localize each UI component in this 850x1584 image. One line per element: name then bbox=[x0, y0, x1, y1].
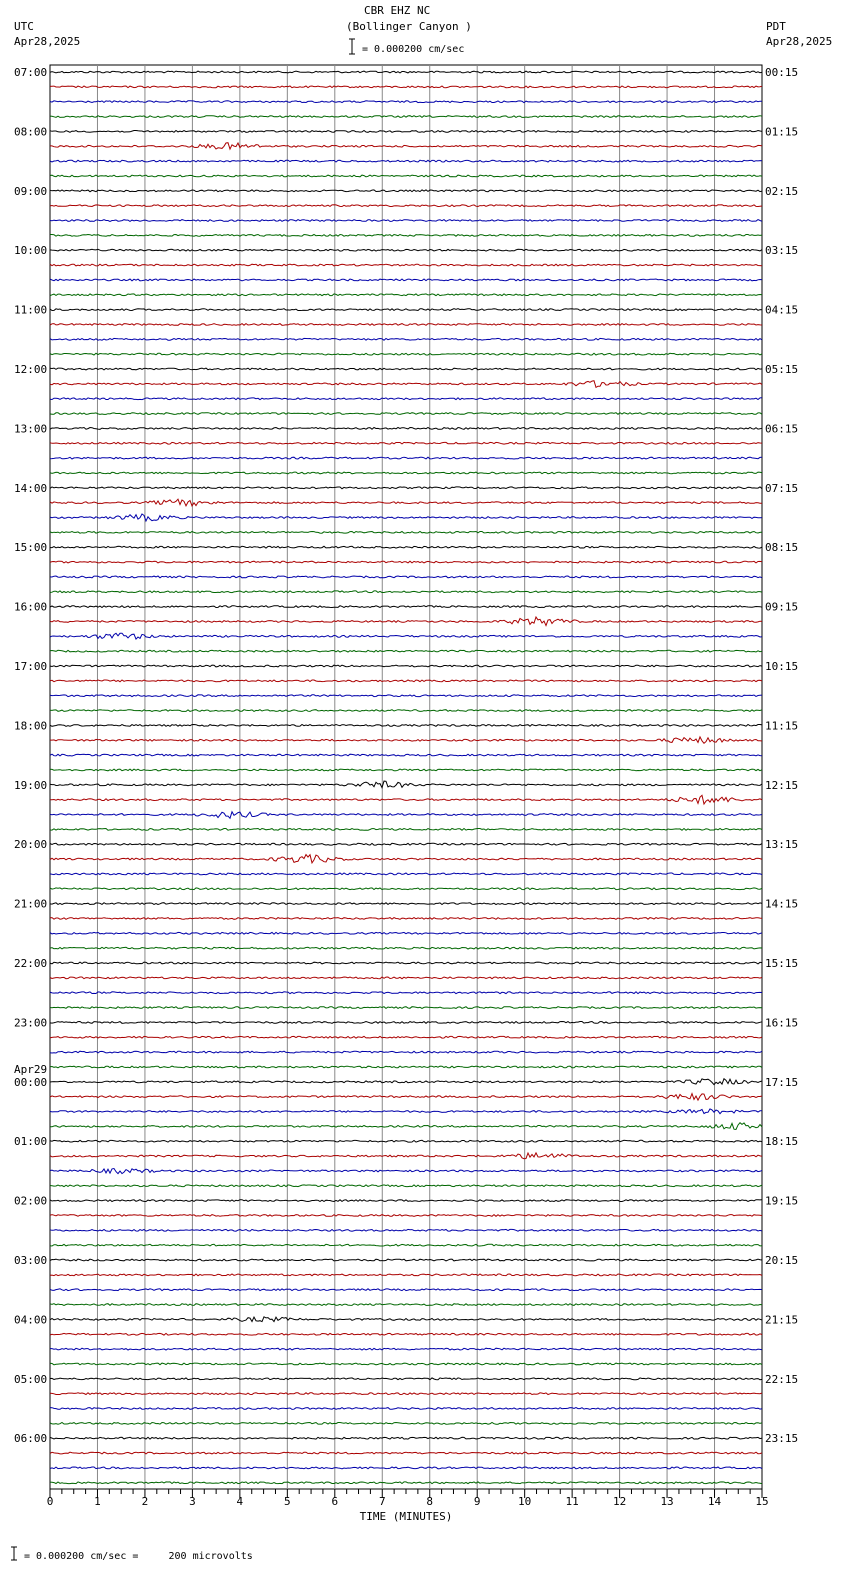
x-tick-label: 4 bbox=[236, 1495, 244, 1508]
pdt-hour-label: 00:15 bbox=[765, 66, 799, 79]
trace-line bbox=[50, 235, 762, 237]
trace-line bbox=[50, 1304, 762, 1306]
trace-line bbox=[50, 680, 762, 682]
utc-hour-label: 14:00 bbox=[14, 481, 48, 495]
trace-line bbox=[50, 264, 762, 266]
pdt-hour-label: 04:15 bbox=[765, 303, 799, 317]
footer-scale-label: = 0.000200 cm/sec = 200 microvolts bbox=[24, 1551, 253, 1562]
trace-line bbox=[50, 1036, 762, 1038]
trace-line bbox=[50, 695, 762, 697]
utc-label: UTC bbox=[14, 20, 34, 33]
pdt-hour-label: 05:15 bbox=[765, 363, 799, 376]
pdt-hour-label: 16:15 bbox=[765, 1016, 799, 1030]
pdt-hour-label: 20:15 bbox=[765, 1254, 799, 1267]
trace-line bbox=[50, 1022, 762, 1024]
trace-line bbox=[50, 294, 762, 296]
trace-line bbox=[50, 1317, 762, 1322]
x-tick-label: 11 bbox=[565, 1495, 579, 1508]
trace-line bbox=[50, 249, 762, 251]
trace-line bbox=[50, 576, 762, 578]
trace-line bbox=[50, 1274, 762, 1276]
trace-line bbox=[50, 1437, 762, 1439]
trace-line bbox=[50, 101, 762, 103]
utc-hour-label: 01:00 bbox=[14, 1135, 48, 1149]
trace-line bbox=[50, 1333, 762, 1335]
station-title: CBR EHZ NC bbox=[364, 4, 431, 17]
utc-hour-label: 23:00 bbox=[14, 1016, 48, 1030]
pdt-hour-label: 06:15 bbox=[765, 422, 799, 436]
utc-hour-label: 08:00 bbox=[14, 125, 48, 139]
pdt-hour-label: 03:15 bbox=[765, 244, 799, 258]
utc-hour-label: 03:00 bbox=[14, 1254, 48, 1267]
trace-line bbox=[50, 1109, 762, 1114]
x-tick-label: 14 bbox=[707, 1495, 722, 1508]
trace-line bbox=[50, 1123, 762, 1130]
trace-line bbox=[50, 754, 762, 756]
trace-line bbox=[50, 131, 762, 133]
pdt-hour-label: 22:15 bbox=[765, 1372, 799, 1386]
x-tick-label: 1 bbox=[94, 1495, 101, 1508]
trace-line bbox=[50, 71, 762, 73]
x-tick-label: 6 bbox=[331, 1495, 339, 1508]
trace-line bbox=[50, 499, 762, 506]
trace-line bbox=[50, 1467, 762, 1469]
trace-line bbox=[50, 932, 762, 934]
trace-line bbox=[50, 591, 762, 593]
trace-line bbox=[50, 487, 762, 489]
trace-line bbox=[50, 1229, 762, 1231]
trace-line bbox=[50, 309, 762, 311]
trace-line bbox=[50, 116, 762, 118]
trace-line bbox=[50, 855, 762, 863]
trace-line bbox=[50, 1423, 762, 1425]
trace-line bbox=[50, 992, 762, 994]
utc-hour-label: 21:00 bbox=[14, 897, 48, 911]
trace-line bbox=[50, 829, 762, 831]
utc-hour-label: 09:00 bbox=[14, 184, 48, 198]
utc-hour-label: 07:00 bbox=[14, 66, 48, 79]
x-tick-label: 5 bbox=[284, 1495, 291, 1508]
trace-line bbox=[50, 1169, 762, 1174]
pdt-hour-label: 17:15 bbox=[765, 1075, 799, 1089]
trace-line bbox=[50, 1393, 762, 1395]
trace-line bbox=[50, 888, 762, 890]
pdt-hour-label: 23:15 bbox=[765, 1432, 799, 1446]
pdt-hour-label: 02:15 bbox=[765, 184, 799, 198]
utc-hour-label: 22:00 bbox=[14, 957, 48, 970]
pdt-label: PDT bbox=[766, 20, 786, 33]
trace-group bbox=[50, 71, 762, 1484]
trace-line bbox=[50, 324, 762, 326]
trace-line bbox=[50, 1140, 762, 1142]
trace-line bbox=[50, 650, 762, 652]
x-tick-label: 12 bbox=[612, 1495, 627, 1508]
x-tick-label: 3 bbox=[189, 1495, 196, 1508]
trace-line bbox=[50, 190, 762, 192]
trace-line bbox=[50, 514, 762, 521]
trace-line bbox=[50, 338, 762, 340]
utc-hour-label: 06:00 bbox=[14, 1432, 48, 1446]
trace-line bbox=[50, 561, 762, 563]
trace-line bbox=[50, 617, 762, 626]
trace-line bbox=[50, 918, 762, 920]
trace-line bbox=[50, 1289, 762, 1291]
trace-line bbox=[50, 769, 762, 771]
utc-hour-label: 05:00 bbox=[14, 1372, 48, 1386]
pdt-hour-label: 08:15 bbox=[765, 541, 799, 555]
pdt-hour-label: 21:15 bbox=[765, 1313, 799, 1327]
trace-line bbox=[50, 220, 762, 222]
trace-line bbox=[50, 398, 762, 400]
utc-hour-label: 12:00 bbox=[14, 363, 48, 376]
trace-line bbox=[50, 143, 762, 149]
trace-line bbox=[50, 1153, 762, 1159]
pdt-hour-label: 11:15 bbox=[765, 719, 799, 733]
trace-line bbox=[50, 1259, 762, 1261]
utc-hour-label: 02:00 bbox=[14, 1194, 48, 1208]
trace-line bbox=[50, 1408, 762, 1410]
x-tick-label: 10 bbox=[518, 1495, 532, 1508]
trace-line bbox=[50, 665, 762, 667]
trace-line bbox=[50, 606, 762, 608]
pdt-hour-label: 19:15 bbox=[765, 1194, 799, 1208]
trace-line bbox=[50, 381, 762, 388]
trace-line bbox=[50, 1200, 762, 1202]
pdt-hour-label: 18:15 bbox=[765, 1135, 799, 1149]
pdt-hour-label: 01:15 bbox=[765, 125, 799, 139]
trace-line bbox=[50, 279, 762, 281]
x-tick-label: 9 bbox=[473, 1495, 481, 1508]
trace-line bbox=[50, 977, 762, 979]
trace-line bbox=[50, 368, 762, 370]
x-tick-label: 2 bbox=[141, 1495, 149, 1508]
pdt-hour-label: 15:15 bbox=[765, 957, 799, 970]
trace-line bbox=[50, 1185, 762, 1187]
trace-line bbox=[50, 532, 762, 534]
trace-line bbox=[50, 1244, 762, 1246]
trace-line bbox=[50, 1094, 762, 1101]
trace-line bbox=[50, 86, 762, 88]
utc-hour-label: 16:00 bbox=[14, 600, 48, 614]
utc-hour-label: 17:00 bbox=[14, 660, 48, 673]
trace-line bbox=[50, 546, 762, 548]
x-axis-label: TIME (MINUTES) bbox=[359, 1510, 453, 1523]
x-tick-label: 15 bbox=[755, 1495, 769, 1508]
pdt-date: Apr28,2025 bbox=[766, 35, 833, 48]
utc-hour-label: 00:00 bbox=[14, 1075, 48, 1089]
trace-line bbox=[50, 472, 762, 474]
trace-line bbox=[50, 175, 762, 177]
trace-line bbox=[50, 737, 762, 743]
trace-line bbox=[50, 812, 762, 819]
trace-line bbox=[50, 1051, 762, 1053]
trace-line bbox=[50, 1378, 762, 1380]
pdt-hour-label: 07:15 bbox=[765, 481, 799, 495]
trace-line bbox=[50, 1066, 762, 1068]
trace-line bbox=[50, 843, 762, 845]
pdt-hour-label: 09:15 bbox=[765, 600, 799, 614]
utc-hour-label: 15:00 bbox=[14, 541, 48, 555]
utc-hour-label: 13:00 bbox=[14, 422, 48, 436]
utc-hour-label: 19:00 bbox=[14, 778, 48, 792]
utc-hour-label: 11:00 bbox=[14, 303, 48, 317]
trace-line bbox=[50, 428, 762, 430]
trace-line bbox=[50, 442, 762, 444]
trace-line bbox=[50, 795, 762, 804]
trace-line bbox=[50, 873, 762, 875]
trace-line bbox=[50, 962, 762, 964]
pdt-hour-label: 14:15 bbox=[765, 897, 799, 911]
utc-hour-label: 10:00 bbox=[14, 244, 48, 258]
x-tick-label: 0 bbox=[46, 1495, 54, 1508]
trace-line bbox=[50, 903, 762, 905]
utc-hour-label: 04:00 bbox=[14, 1313, 48, 1327]
date-change-label: Apr29 bbox=[14, 1062, 48, 1076]
x-tick-label: 8 bbox=[426, 1495, 434, 1508]
trace-line bbox=[50, 1079, 762, 1085]
trace-line bbox=[50, 1348, 762, 1350]
trace-line bbox=[50, 205, 762, 207]
trace-line bbox=[50, 160, 762, 162]
utc-date: Apr28,2025 bbox=[14, 35, 81, 48]
trace-line bbox=[50, 633, 762, 639]
trace-line bbox=[50, 1452, 762, 1454]
trace-line bbox=[50, 353, 762, 355]
trace-line bbox=[50, 710, 762, 712]
x-tick-label: 13 bbox=[660, 1495, 674, 1508]
trace-line bbox=[50, 1363, 762, 1365]
trace-line bbox=[50, 781, 762, 788]
pdt-hour-label: 13:15 bbox=[765, 838, 799, 852]
trace-line bbox=[50, 1007, 762, 1009]
scale-label: = 0.000200 cm/sec bbox=[362, 44, 465, 55]
x-tick-label: 7 bbox=[378, 1495, 386, 1508]
pdt-hour-label: 12:15 bbox=[765, 778, 799, 792]
utc-hour-label: 18:00 bbox=[14, 719, 48, 733]
trace-line bbox=[50, 457, 762, 459]
pdt-hour-label: 10:15 bbox=[765, 660, 799, 673]
site-name: (Bollinger Canyon ) bbox=[346, 20, 472, 33]
trace-line bbox=[50, 1215, 762, 1217]
trace-line bbox=[50, 725, 762, 727]
utc-hour-label: 20:00 bbox=[14, 838, 48, 852]
trace-line bbox=[50, 1482, 762, 1484]
trace-line bbox=[50, 413, 762, 415]
trace-line bbox=[50, 947, 762, 949]
